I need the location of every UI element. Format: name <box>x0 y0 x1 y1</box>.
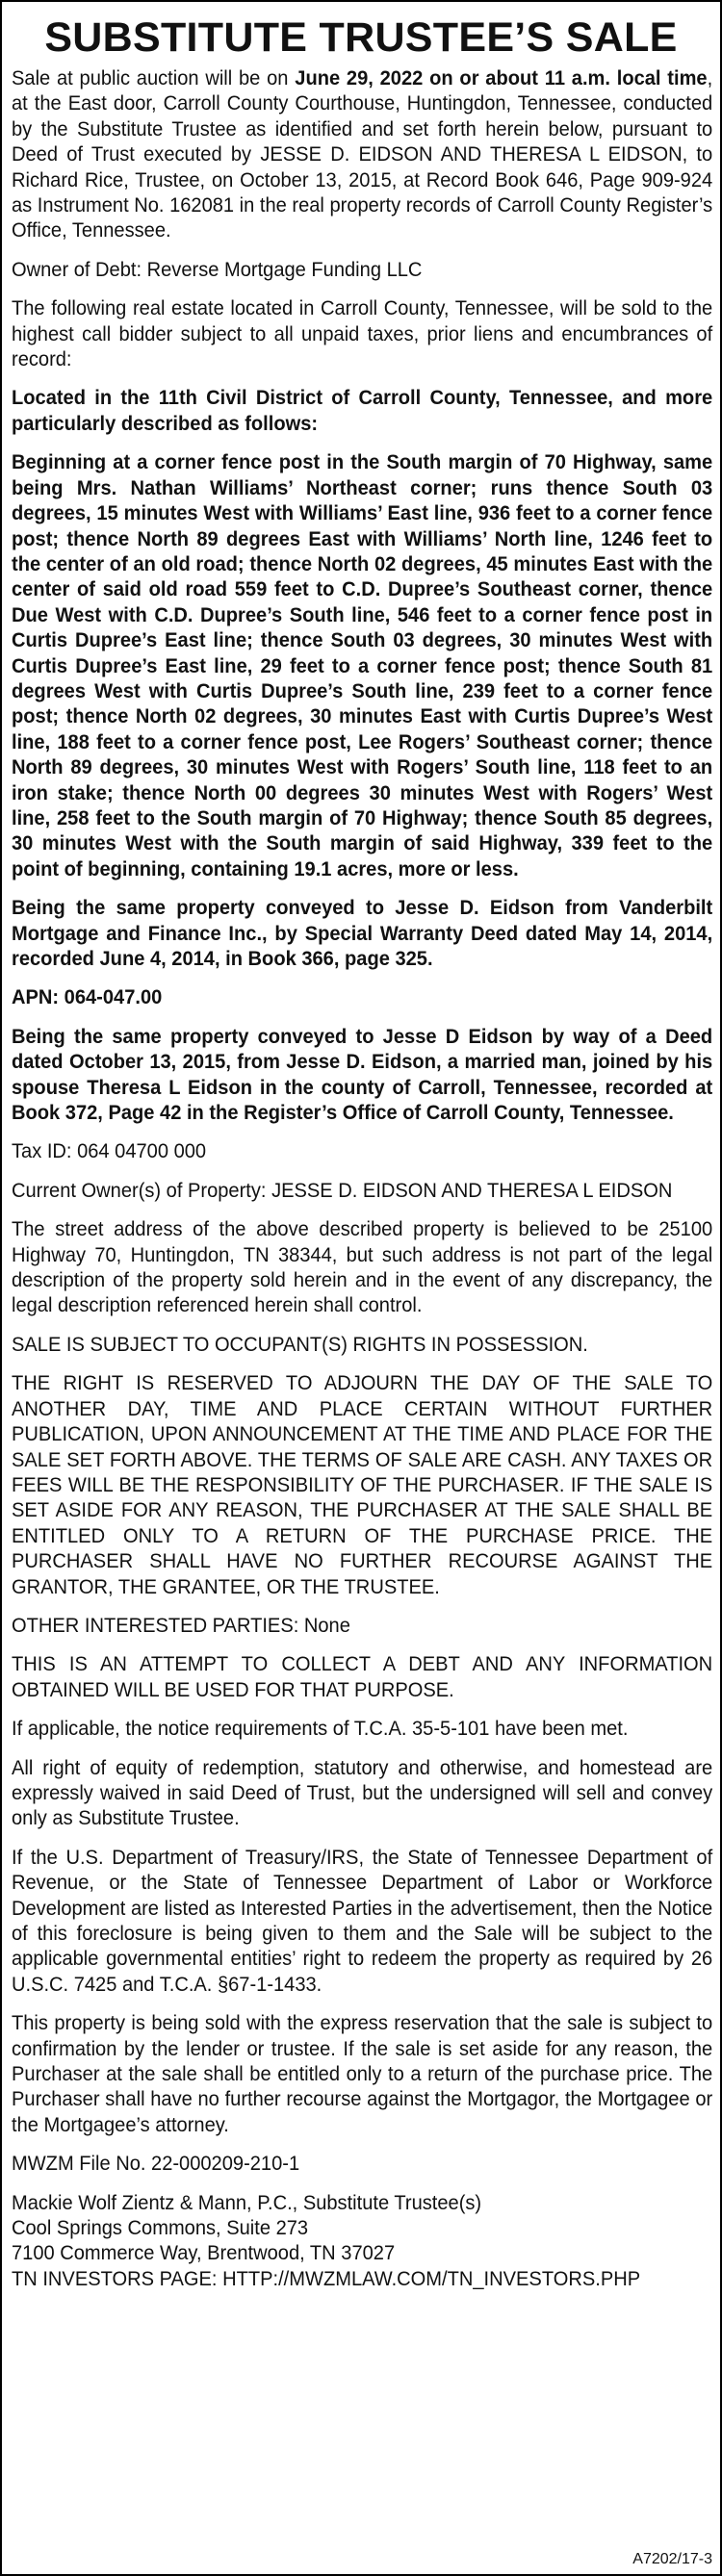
legal-description: Beginning at a corner fence post in the South margin of 70 Highway, same being Mrs. Nathan Williams’ Northeast corner; runs thence South 03 degrees, 15 minutes West with Williams’ East line, 936 feet to a corner fence post; thence North 89 degrees East with Williams’ North line, 1246 feet to the center of an old road; thence North 02 degrees, 45 minutes East with the center of said old road 559 feet to C.D. Dupree’s Southeast corner, thence Due West with C.D. Dupree’s South line, 546 feet to a corner fence post in Curtis Dupree’s East line; thence South 03 degrees, 30 minutes West with Curtis Dupree’s East line, 29 feet to a corner fence post; thence South 81 degrees West with Curtis Dupree’s South line, 239 feet to a corner fence post; thence North 02 degrees, 30 minutes East with Curtis Dupree’s West line, 188 feet to a corner fence post, Lee Rogers’ Southeast corner; thence North 89 degrees, 30 minutes West with Rogers’ South line, 118 feet to an iron stake; thence North 00 degrees 30 minutes West with Rogers’ West line, 258 feet to the South margin of 70 Highway; thence South 85 degrees, 30 minutes West with the South margin of said Highway, 339 feet to the point of beginning, containing 19.1 acres, more or less. <box>12 449 713 880</box>
confirmation-paragraph: This property is being sold with the express reservation that the sale is subject to confirmation by the lender or trustee. If the sale is set aside for any reason, the Purchaser at the sale shall be entitled only to a return of the purchase price. The Purchaser shall have no further recourse against the Mortgagor, the Mortgagee or the Mortgagee’s attorney. <box>12 2010 713 2136</box>
property-location: Located in the 11th Civil District of Carroll County, Tennessee, and more particularly described as follows: <box>12 385 713 435</box>
apn-number: APN: 064-047.00 <box>12 984 163 1009</box>
sale-date: June 29, 2022 on or about 11 a.m. local time <box>295 65 708 89</box>
notice-title: SUBSTITUTE TRUSTEE’S SALE <box>44 14 678 61</box>
owner-of-debt: Owner of Debt: Reverse Mortgage Funding LLC <box>12 256 423 281</box>
conveyance-paragraph-1: Being the same property conveyed to Jesse D. Eidson from Vanderbilt Mortgage and Finance Inc., by Special Warranty Deed dated May 14, 2014, recorded June 4, 2014, in Book 366, page 325. <box>12 895 713 970</box>
trustee-address-line-1: Cool Springs Commons, Suite 273 <box>12 2215 309 2240</box>
trustee-address-line-2: 7100 Commerce Way, Brentwood, TN 37027 <box>12 2240 396 2265</box>
current-owners: Current Owner(s) of Property: JESSE D. EIDSON AND THERESA L EIDSON <box>12 1177 673 1202</box>
government-parties-paragraph: If the U.S. Department of Treasury/IRS, the State of Tennessee Department of Revenue, or the State of Tennessee Department of Labor or Workforce Development are listed as Interested Parties in the advertisement, then the Notice of this foreclosure is being given to them and the Sale will be subject to the applicable governmental entities’ right to redeem the property as required by 26 U.S.C. 7425 and T.C.A. §67-1-1433. <box>12 1844 713 1996</box>
equity-waiver: All right of equity of redemption, statutory and otherwise, and homestead are expressly waived in said Deed of Trust, but the undersigned will sell and convey only as Substitute Trustee. <box>12 1754 713 1830</box>
sale-intro-text-1: Sale at public auction will be on <box>12 65 296 89</box>
sale-intro-paragraph <box>12 65 712 243</box>
right-reserved-paragraph: THE RIGHT IS RESERVED TO ADJOURN THE DAY OF THE SALE TO ANOTHER DAY, TIME AND PLACE CERTAIN WITHOUT FURTHER PUBLICATION, UPON ANNOUNCEMENT AT THE TIME AND PLACE FOR THE SALE SET FORTH ABOVE. THE TERMS OF SALE ARE CASH. ANY TAXES OR FEES WILL BE THE RESPONSIBILITY OF THE PURCHASER. IF THE SALE IS SET ASIDE FOR ANY REASON, THE PURCHASER AT THE SALE SHALL BE ENTITLED ONLY TO A RETURN OF THE PURCHASE PRICE. THE PURCHASER SHALL HAVE NO FURTHER RECOURSE AGAINST THE GRANTOR, THE GRANTEE, OR THE TRUSTEE. <box>12 1370 713 1598</box>
debt-collection-notice: THIS IS AN ATTEMPT TO COLLECT A DEBT AND ANY INFORMATION OBTAINED WILL BE USED FOR THAT PURPOSE. <box>12 1651 713 1701</box>
file-number: MWZM File No. 22-000209-210-1 <box>12 2151 300 2176</box>
investors-page-link[interactable]: TN INVESTORS PAGE: HTTP://MWZMLAW.COM/TN_INVESTORS.PHP <box>12 2265 641 2290</box>
real-estate-intro: The following real estate located in Carroll County, Tennessee, will be sold to the highest call bidder subject to all unpaid taxes, prior liens and encumbrances of record: <box>12 295 713 371</box>
tca-notice: If applicable, the notice requirements of T.C.A. 35-5-101 have been met. <box>12 1716 629 1741</box>
conveyance-paragraph-2: Being the same property conveyed to Jesse D Eidson by way of a Deed dated October 13, 2015, from Jesse D. Eidson, a married man, joined by his spouse Theresa L Eidson in the county of Carroll, Tennessee, recorded at Book 372, Page 42 in the Register’s Office of Carroll County, Tennessee. <box>12 1023 713 1125</box>
tax-id: Tax ID: 064 04700 000 <box>12 1138 207 1163</box>
sale-intro-text-2: , at the East door, Carroll County Courthouse, Huntingdon, Tennessee, conducted by the Substitute Trustee as identified and set forth herein below, pursuant to Deed of Trust executed by JESSE D. EIDSON AND THERESA L EIDSON, to Richard Rice, Trustee, on October 13, 2015, at Record Book 646, Page 909-924 as Instrument No. 162081 in the real property records of Carroll County Register’s Office, Tennessee. <box>12 65 713 242</box>
ad-reference-number: A7202/17-3 <box>632 2551 712 2567</box>
street-address-paragraph: The street address of the above described property is believed to be 25100 Highway 70, Huntingdon, TN 38344, but such address is not part of the legal description of the property sold herein and in the event of any discrepancy, the legal description referenced herein shall control. <box>12 1216 713 1317</box>
occupant-rights: SALE IS SUBJECT TO OCCUPANT(S) RIGHTS IN POSSESSION. <box>12 1331 588 1356</box>
other-interested-parties: OTHER INTERESTED PARTIES: None <box>12 1612 350 1637</box>
trustee-name: Mackie Wolf Zientz & Mann, P.C., Substitute Trustee(s) <box>12 2189 482 2214</box>
